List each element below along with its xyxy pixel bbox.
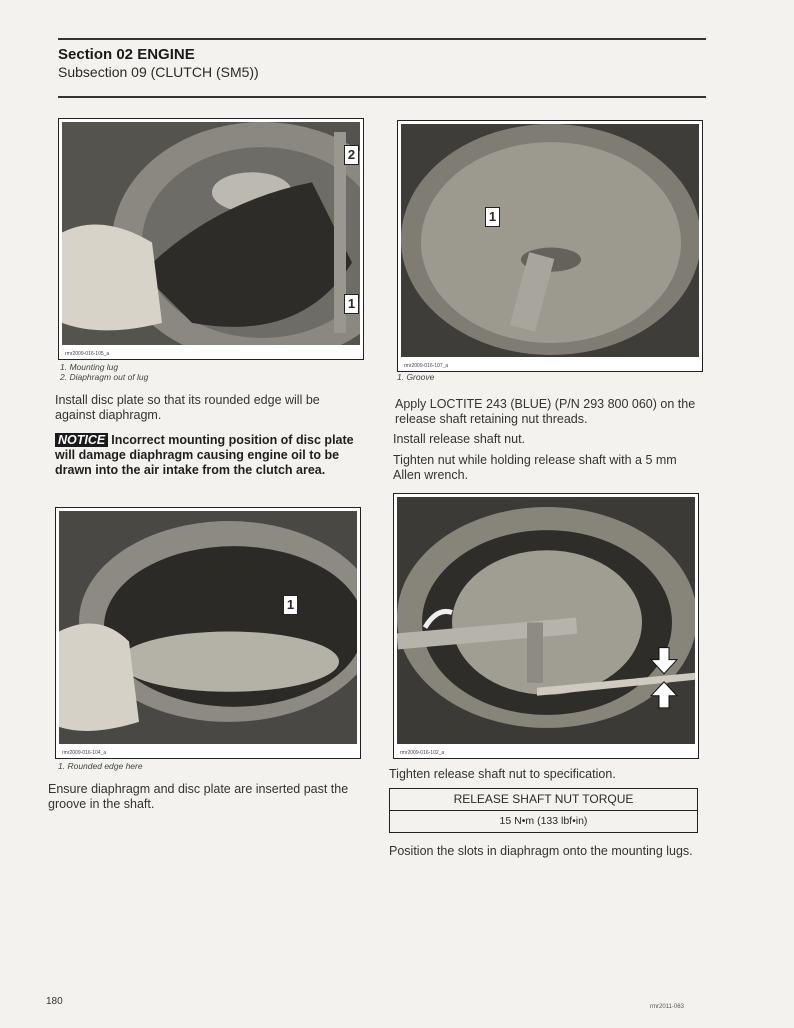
caption-line: 1. Rounded edge here (58, 761, 143, 771)
callout-label: 1 (283, 595, 298, 615)
figure-photo (59, 511, 357, 744)
paragraph-install-disc: Install disc plate so that its rounded edge will be against diaphragm. (55, 393, 320, 422)
paragraph-tighten-nut: Tighten nut while holding release shaft with a 5 mm Allen wrench. (393, 453, 677, 482)
page-code: rmr2011-063 (650, 1004, 684, 1010)
figure-caption (58, 761, 143, 771)
caption-line: 1. Groove (397, 372, 435, 382)
diaphragm-photo-illustration (62, 122, 360, 345)
callout-label: 2 (344, 145, 359, 165)
figure-rounded-edge (55, 507, 361, 759)
caption-line: 1. Mounting lug (60, 362, 119, 372)
figure-photo (62, 122, 360, 345)
torque-table-header: RELEASE SHAFT NUT TORQUE (390, 789, 697, 811)
paragraph-install-nut: Install release shaft nut. (393, 432, 526, 446)
header-top-rule (58, 38, 706, 40)
torque-table (389, 788, 698, 833)
notice-block (55, 433, 361, 478)
figure-code: rmr2009-016-102_a (400, 750, 445, 756)
figure-code: rmr2009-016-105_a (65, 351, 110, 357)
tighten-nut-photo-illustration (397, 497, 695, 744)
section-title: Section 02 ENGINE (58, 46, 195, 63)
page-number: 180 (46, 996, 63, 1007)
figure-caption (397, 372, 434, 382)
groove-photo-illustration (401, 124, 699, 357)
figure-tighten-nut (393, 493, 699, 759)
header-bottom-rule (58, 96, 706, 98)
figure-mounting-lug (58, 118, 364, 360)
notice-text: Incorrect mounting position of disc plate will damage diaphragm causing engine oil to be drawn into the air intake from the clutch area. (55, 433, 354, 477)
torque-table-value: 15 N•m (133 lbf•in) (499, 815, 588, 827)
paragraph-tighten-spec: Tighten release shaft nut to specification. (389, 767, 616, 781)
paragraph-ensure: Ensure diaphragm and disc plate are inserted past the groove in the shaft. (48, 782, 349, 811)
callout-label: 1 (485, 207, 500, 227)
figure-photo (397, 497, 695, 744)
paragraph-apply-loctite: Apply LOCTITE 243 (BLUE) (P/N 293 800 060) on the release shaft retaining nut threads. (395, 397, 696, 426)
figure-code: rmr2009-016-104_a (62, 750, 107, 756)
notice-label: NOTICE (55, 433, 108, 447)
figure-code: rmr2009-016-107_a (404, 363, 449, 369)
figure-photo (401, 124, 699, 357)
figure-groove (397, 120, 703, 372)
rounded-edge-photo-illustration (59, 511, 357, 744)
callout-label: 1 (344, 294, 359, 314)
subsection-title: Subsection 09 (CLUTCH (SM5)) (58, 64, 259, 80)
paragraph-position-slots: Position the slots in diaphragm onto the mounting lugs. (389, 844, 693, 858)
caption-line: 2. Diaphragm out of lug (60, 372, 149, 382)
figure-caption (60, 362, 148, 382)
